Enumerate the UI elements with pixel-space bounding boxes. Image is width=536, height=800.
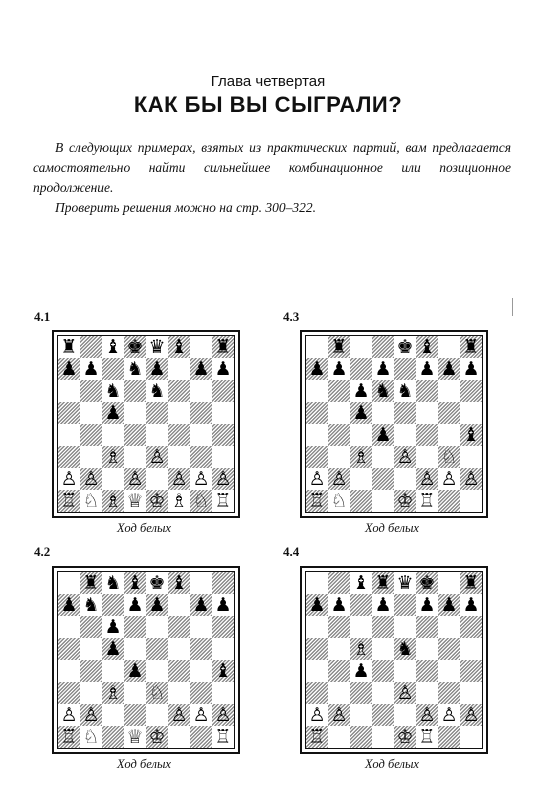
diagram-label-4-2: 4.2 (34, 544, 51, 559)
black-pawn-icon: ♟ (192, 594, 210, 616)
white-bishop-icon: ♗ (352, 446, 370, 468)
black-bishop-icon: ♝ (418, 336, 436, 358)
black-pawn-icon: ♟ (308, 594, 326, 616)
board-square (124, 380, 146, 402)
white-rook-icon: ♖ (60, 726, 78, 748)
board-square (394, 704, 416, 726)
white-king-icon: ♔ (396, 726, 414, 748)
board-square (80, 380, 102, 402)
board-square (124, 638, 146, 660)
board-square (350, 594, 372, 616)
white-queen-icon: ♕ (126, 726, 144, 748)
board-square (350, 704, 372, 726)
board-square (146, 402, 168, 424)
board-square (372, 682, 394, 704)
board-square (102, 594, 124, 616)
white-bishop-icon: ♗ (104, 490, 122, 512)
black-knight-icon: ♞ (396, 638, 414, 660)
board-square (146, 704, 168, 726)
diagram-label-4-4: 4.4 (283, 544, 300, 559)
black-rook-icon: ♜ (330, 336, 348, 358)
board-square (168, 446, 190, 468)
black-bishop-icon: ♝ (170, 572, 188, 594)
black-bishop-icon: ♝ (126, 572, 144, 594)
board-square (80, 638, 102, 660)
board-square (212, 446, 234, 468)
black-king-icon: ♚ (396, 336, 414, 358)
black-rook-icon: ♜ (60, 336, 78, 358)
board-square (102, 424, 124, 446)
board-square (438, 726, 460, 748)
board-square (190, 616, 212, 638)
board-square (306, 402, 328, 424)
board-square (212, 682, 234, 704)
board-square (350, 682, 372, 704)
board-square (58, 638, 80, 660)
white-pawn-icon: ♙ (82, 468, 100, 490)
board-square (372, 616, 394, 638)
black-pawn-icon: ♟ (330, 594, 348, 616)
board-square (372, 468, 394, 490)
board-square (168, 726, 190, 748)
diagram-caption: Ход белых (117, 757, 171, 771)
white-pawn-icon: ♙ (418, 468, 436, 490)
black-pawn-icon: ♟ (214, 594, 232, 616)
board-square (124, 446, 146, 468)
board-square (460, 402, 482, 424)
board-square (372, 446, 394, 468)
white-king-icon: ♔ (148, 726, 166, 748)
white-queen-icon: ♕ (126, 490, 144, 512)
black-king-icon: ♚ (418, 572, 436, 594)
board-square (394, 660, 416, 682)
chess-board (52, 566, 240, 754)
black-pawn-icon: ♟ (352, 380, 370, 402)
black-pawn-icon: ♟ (126, 660, 144, 682)
board-square (460, 638, 482, 660)
board-square (306, 660, 328, 682)
board-square (328, 638, 350, 660)
board-square (438, 402, 460, 424)
board-square (80, 682, 102, 704)
board-square (212, 402, 234, 424)
board-square (190, 726, 212, 748)
board-square (146, 468, 168, 490)
board-square (190, 336, 212, 358)
diagram-label-4-3: 4.3 (283, 309, 300, 324)
white-pawn-icon: ♙ (396, 446, 414, 468)
black-rook-icon: ♜ (214, 336, 232, 358)
board-square (124, 682, 146, 704)
black-bishop-icon: ♝ (214, 660, 232, 682)
board-square (328, 402, 350, 424)
board-square (350, 336, 372, 358)
black-knight-icon: ♞ (104, 572, 122, 594)
board-square (190, 446, 212, 468)
white-pawn-icon: ♙ (82, 704, 100, 726)
black-pawn-icon: ♟ (126, 594, 144, 616)
board-square (58, 616, 80, 638)
board-square (460, 446, 482, 468)
board-square (212, 572, 234, 594)
board-square (80, 402, 102, 424)
black-pawn-icon: ♟ (374, 594, 392, 616)
board-square (372, 336, 394, 358)
black-knight-icon: ♞ (148, 380, 166, 402)
black-pawn-icon: ♟ (462, 594, 480, 616)
board-square (306, 682, 328, 704)
white-pawn-icon: ♙ (396, 682, 414, 704)
black-pawn-icon: ♟ (148, 358, 166, 380)
board-square (328, 446, 350, 468)
board-square (372, 402, 394, 424)
board-square (394, 616, 416, 638)
board-square (306, 446, 328, 468)
white-rook-icon: ♖ (418, 490, 436, 512)
board-square (394, 402, 416, 424)
board-square (350, 358, 372, 380)
black-bishop-icon: ♝ (104, 336, 122, 358)
board-square (168, 358, 190, 380)
board-square (306, 616, 328, 638)
diagram-caption: Ход белых (117, 521, 171, 535)
black-bishop-icon: ♝ (170, 336, 188, 358)
board-square (58, 572, 80, 594)
black-pawn-icon: ♟ (214, 358, 232, 380)
white-pawn-icon: ♙ (418, 704, 436, 726)
black-pawn-icon: ♟ (308, 358, 326, 380)
board-square (168, 380, 190, 402)
white-pawn-icon: ♙ (126, 468, 144, 490)
board-square (372, 638, 394, 660)
white-rook-icon: ♖ (418, 726, 436, 748)
board-square (438, 424, 460, 446)
chapter-title: КАК БЫ ВЫ СЫГРАЛИ? (133, 92, 403, 117)
board-square (328, 380, 350, 402)
white-pawn-icon: ♙ (192, 704, 210, 726)
board-square (372, 726, 394, 748)
board-square (350, 726, 372, 748)
board-square (58, 424, 80, 446)
board-square (124, 704, 146, 726)
white-pawn-icon: ♙ (60, 468, 78, 490)
white-pawn-icon: ♙ (170, 704, 188, 726)
board-square (328, 660, 350, 682)
white-rook-icon: ♖ (214, 726, 232, 748)
board-square (416, 660, 438, 682)
black-rook-icon: ♜ (82, 572, 100, 594)
white-knight-icon: ♘ (192, 490, 210, 512)
board-square (372, 660, 394, 682)
board-square (438, 380, 460, 402)
black-pawn-icon: ♟ (104, 402, 122, 424)
chess-board (300, 566, 488, 754)
board-square (102, 660, 124, 682)
board-square (372, 490, 394, 512)
board-square (350, 490, 372, 512)
black-pawn-icon: ♟ (60, 358, 78, 380)
board-square (58, 402, 80, 424)
board-square (168, 682, 190, 704)
diagram-caption: Ход белых (365, 521, 419, 535)
board-square (168, 638, 190, 660)
board-square (394, 424, 416, 446)
white-rook-icon: ♖ (60, 490, 78, 512)
board-square (394, 594, 416, 616)
white-pawn-icon: ♙ (60, 704, 78, 726)
intro-paragraph-1: В следующих примерах, взятых из практических партий, вам предлагается самостоятельно найти сильнейшее комбинационное или позиционное продолжение. (33, 140, 511, 195)
board-square (190, 660, 212, 682)
board-square (146, 638, 168, 660)
board-square (168, 660, 190, 682)
board-square (460, 380, 482, 402)
white-rook-icon: ♖ (308, 490, 326, 512)
board-square (146, 660, 168, 682)
board-square (328, 682, 350, 704)
board-square (438, 660, 460, 682)
board-square (80, 616, 102, 638)
black-pawn-icon: ♟ (418, 358, 436, 380)
white-king-icon: ♔ (148, 490, 166, 512)
board-square (394, 468, 416, 490)
board-square (124, 402, 146, 424)
white-pawn-icon: ♙ (308, 704, 326, 726)
board-square (168, 424, 190, 446)
white-knight-icon: ♘ (330, 490, 348, 512)
board-square (190, 572, 212, 594)
board-square (124, 424, 146, 446)
white-king-icon: ♔ (396, 490, 414, 512)
white-pawn-icon: ♙ (440, 468, 458, 490)
board-square (394, 358, 416, 380)
board-square (416, 682, 438, 704)
board-square (460, 660, 482, 682)
black-pawn-icon: ♟ (82, 358, 100, 380)
white-knight-icon: ♘ (82, 490, 100, 512)
board-square (146, 424, 168, 446)
board-square (438, 336, 460, 358)
board-square (58, 660, 80, 682)
black-pawn-icon: ♟ (440, 358, 458, 380)
board-square (460, 682, 482, 704)
board-square (102, 726, 124, 748)
white-pawn-icon: ♙ (462, 468, 480, 490)
black-knight-icon: ♞ (104, 380, 122, 402)
board-square (190, 380, 212, 402)
board-square (438, 572, 460, 594)
board-square (80, 424, 102, 446)
black-pawn-icon: ♟ (462, 358, 480, 380)
board-square (460, 490, 482, 512)
black-pawn-icon: ♟ (440, 594, 458, 616)
white-knight-icon: ♘ (148, 682, 166, 704)
board-square (168, 616, 190, 638)
white-pawn-icon: ♙ (330, 468, 348, 490)
white-pawn-icon: ♙ (170, 468, 188, 490)
white-pawn-icon: ♙ (440, 704, 458, 726)
black-pawn-icon: ♟ (374, 358, 392, 380)
black-rook-icon: ♜ (462, 572, 480, 594)
white-knight-icon: ♘ (440, 446, 458, 468)
white-bishop-icon: ♗ (170, 490, 188, 512)
white-pawn-icon: ♙ (308, 468, 326, 490)
board-square (328, 616, 350, 638)
white-pawn-icon: ♙ (214, 704, 232, 726)
black-pawn-icon: ♟ (60, 594, 78, 616)
black-pawn-icon: ♟ (374, 424, 392, 446)
board-square (328, 424, 350, 446)
board-square (460, 616, 482, 638)
board-square (416, 424, 438, 446)
board-square (350, 468, 372, 490)
board-square (438, 616, 460, 638)
board-square (58, 682, 80, 704)
board-square (168, 594, 190, 616)
diagram-label-4-1: 4.1 (34, 309, 51, 324)
board-square (80, 336, 102, 358)
board-square (350, 424, 372, 446)
board-square (438, 490, 460, 512)
chess-board (300, 330, 488, 518)
black-pawn-icon: ♟ (104, 638, 122, 660)
black-queen-icon: ♛ (148, 336, 166, 358)
board-square (190, 424, 212, 446)
board-square (212, 616, 234, 638)
board-square (416, 616, 438, 638)
board-square (190, 682, 212, 704)
white-pawn-icon: ♙ (214, 468, 232, 490)
board-square (328, 726, 350, 748)
black-knight-icon: ♞ (396, 380, 414, 402)
black-knight-icon: ♞ (82, 594, 100, 616)
board-square (102, 704, 124, 726)
chess-board (52, 330, 240, 518)
black-pawn-icon: ♟ (418, 594, 436, 616)
board-square (372, 704, 394, 726)
board-square (306, 424, 328, 446)
white-rook-icon: ♖ (308, 726, 326, 748)
black-knight-icon: ♞ (126, 358, 144, 380)
chapter-heading: Глава четвертая (210, 73, 326, 90)
board-square (102, 358, 124, 380)
board-square (190, 402, 212, 424)
board-square (212, 380, 234, 402)
black-pawn-icon: ♟ (104, 616, 122, 638)
board-square (58, 446, 80, 468)
board-square (416, 446, 438, 468)
board-square (460, 726, 482, 748)
black-pawn-icon: ♟ (330, 358, 348, 380)
board-square (306, 336, 328, 358)
board-square (212, 638, 234, 660)
black-pawn-icon: ♟ (192, 358, 210, 380)
black-queen-icon: ♛ (396, 572, 414, 594)
board-square (438, 682, 460, 704)
board-square (102, 468, 124, 490)
diagram-caption: Ход белых (365, 757, 419, 771)
white-pawn-icon: ♙ (330, 704, 348, 726)
intro-paragraph-2: Проверить решения можно на стр. 300–322. (55, 200, 316, 215)
black-rook-icon: ♜ (374, 572, 392, 594)
board-square (328, 572, 350, 594)
white-bishop-icon: ♗ (104, 682, 122, 704)
black-king-icon: ♚ (126, 336, 144, 358)
board-square (416, 402, 438, 424)
board-square (438, 638, 460, 660)
black-bishop-icon: ♝ (462, 424, 480, 446)
board-square (306, 380, 328, 402)
white-knight-icon: ♘ (82, 726, 100, 748)
board-square (190, 638, 212, 660)
board-square (58, 380, 80, 402)
board-square (80, 660, 102, 682)
board-square (80, 446, 102, 468)
board-square (124, 616, 146, 638)
black-knight-icon: ♞ (374, 380, 392, 402)
black-pawn-icon: ♟ (148, 594, 166, 616)
page-margin-mark (512, 298, 513, 316)
board-square (416, 638, 438, 660)
board-square (212, 424, 234, 446)
intro-text (33, 138, 511, 218)
black-pawn-icon: ♟ (352, 660, 370, 682)
white-pawn-icon: ♙ (192, 468, 210, 490)
white-pawn-icon: ♙ (462, 704, 480, 726)
board-square (168, 402, 190, 424)
white-rook-icon: ♖ (214, 490, 232, 512)
board-square (306, 638, 328, 660)
board-square (306, 572, 328, 594)
board-square (416, 380, 438, 402)
white-pawn-icon: ♙ (148, 446, 166, 468)
board-square (350, 616, 372, 638)
black-bishop-icon: ♝ (352, 572, 370, 594)
black-pawn-icon: ♟ (352, 402, 370, 424)
board-square (146, 616, 168, 638)
white-bishop-icon: ♗ (352, 638, 370, 660)
black-rook-icon: ♜ (462, 336, 480, 358)
white-bishop-icon: ♗ (104, 446, 122, 468)
black-king-icon: ♚ (148, 572, 166, 594)
